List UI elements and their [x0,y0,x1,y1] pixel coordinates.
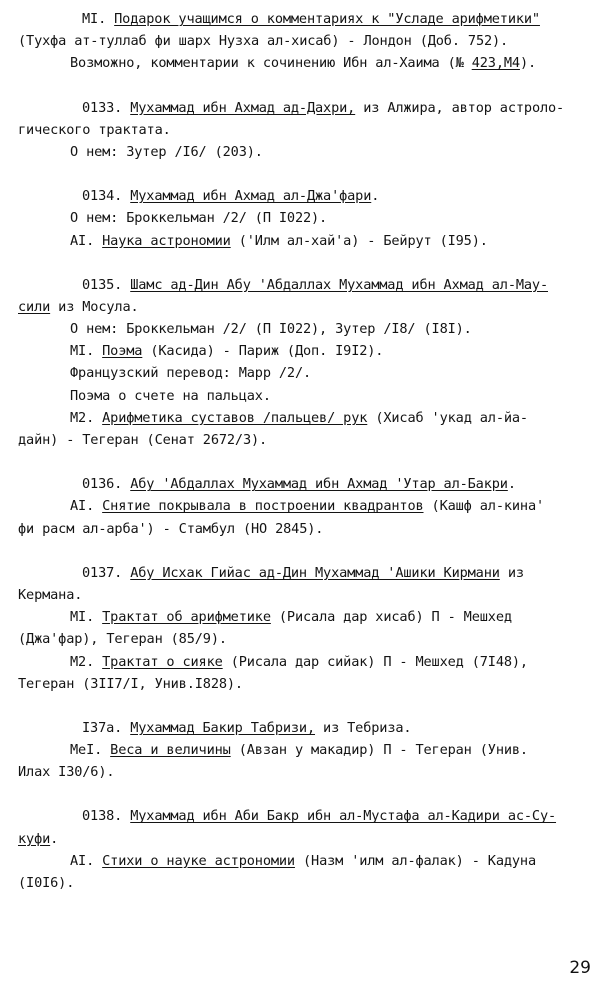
entry-heading: 0138. Мухаммад ибн Аби Бакр ибн ал-Мустафа ал-Кадири ас-Су- [82,808,557,825]
entry-heading: 0136. Абу 'Абдаллах Мухаммад ибн Ахмад 'Утар ал-Бакри. [82,476,516,493]
work-title: Трактат о сияке [102,653,223,670]
entry-m1-gift [18,8,599,75]
entry-line: фи расм ал-арба') - Стамбул (НО 2845). [18,520,324,537]
author-name-cont: куфи [18,830,51,847]
work-title: Стихи о науке астрономии [102,852,295,869]
entry-line: О нем: Зутер /I6/ (203). [70,143,263,160]
author-name: Шамс ад-Дин Абу 'Абдаллах Мухаммад ибн Ахмад ал-Мау- [130,276,548,293]
entry-line: M2. Трактат о сияке (Рисала дар сийак) П - Мешхед (7I48), [70,653,528,670]
entry-line: (Тухфа ат-туллаб фи шарх Нузха ал-хисаб) - Лондон (Доб. 752). [18,33,509,50]
entry-line: О нем: Броккельман /2/ (П I022). [70,210,328,227]
entry-line: (Джа'фар), Тегеран (85/9). [18,631,227,648]
entry-0138 [18,805,599,894]
entry-line: MI. Трактат об арифметике (Рисала дар хисаб) П - Мешхед [70,609,512,626]
entry-line: AI. Снятие покрывала в построении квадрантов (Кашф ал-кина' [70,498,545,515]
entry-0136 [18,473,599,540]
entry-line: гического трактата. [18,121,171,138]
author-name: Абу 'Абдаллах Мухаммад ибн Ахмад 'Утар ал-Бакри [130,476,508,493]
work-title: Снятие покрывала в построении квадрантов [102,498,424,515]
work-title: Арифметика суставов /пальцев/ рук [102,409,368,426]
author-name-cont: сили [18,298,51,315]
entry-line: (I0I6). [18,875,75,891]
entry-line: Кермана. [18,586,83,603]
work-title: Поэма [102,343,143,360]
entry-line: M2. Арифметика суставов /пальцев/ рук (Хисаб 'укад ал-йа- [70,409,528,426]
entry-heading: 0133. Мухаммад ибн Ахмад ад-Дахри, из Алжира, автор астроло- [82,99,565,116]
author-name: Абу Исхак Гийас ад-Дин Мухаммад 'Ашики Кирмани [130,564,500,581]
entry-heading: 0134. Мухаммад ибн Ахмад ал-Джа'фари. [82,188,380,205]
author-name: Мухаммад ибн Аби Бакр ибн ал-Мустафа ал-Кадири ас-Су- [130,808,557,825]
entry-line: Поэма о счете на пальцах. [70,387,271,404]
entry-line: Возможно, комментарии к сочинению Ибн ал-Хаима (№ 423,M4). [70,55,537,72]
entry-line: AI. Стихи о науке астрономии (Назм 'илм ал-фалак) - Кадуна [70,852,536,869]
entry-0133 [18,97,599,164]
author-name: Мухаммад ибн Ахмад ал-Джа'фари [130,188,372,205]
entry-line: MI. Поэма (Касида) - Париж (Доп. I9I2). [70,343,384,360]
entry-line: дайн) - Тегеран (Сенат 2672/3). [18,432,268,448]
author-name: Мухаммад Бакир Табризи, [130,719,316,736]
entry-line: MI. Подарок учащимся о комментариях к "Усладе арифметики" [82,11,540,27]
entry-line: MeI. Веса и величины (Авзан у макадир) П - Тегеран (Унив. [70,742,528,759]
work-title: Веса и величины [110,742,231,759]
entry-line: AI. Наука астрономии ('Илм ал-хай'а) - Бейрут (I95). [70,232,488,249]
entry-line: О нем: Броккельман /2/ (П I022), Зутер /I8/ (I8I). [70,321,472,338]
work-title: Подарок учащимся о комментариях к "Усладе арифметики" [114,11,540,27]
work-title: Наука астрономии [102,232,231,249]
entry-0134 [18,185,599,252]
entry-heading: 0135. Шамс ад-Дин Абу 'Абдаллах Мухаммад ибн Ахмад ал-Мау- [82,276,548,293]
entry-heading: I37a. Мухаммад Бакир Табризи, из Тебриза. [82,719,412,736]
entry-line: Тегеран (3II7/I, Унив.I828). [18,675,243,692]
entry-137a [18,717,599,784]
entry-line: куфи. [18,830,59,847]
work-title: Трактат об арифметике [102,609,271,626]
author-name: Мухаммад ибн Ахмад ад-Дахри, [130,99,356,116]
entry-line: Илах I30/6). [18,764,115,781]
entry-line: сили из Мосула. [18,298,139,315]
page-number: 29 [569,958,591,978]
entry-0137 [18,562,599,695]
entry-0135 [18,274,599,452]
entry-line: Французский перевод: Марр /2/. [70,365,312,382]
entry-heading: 0137. Абу Исхак Гийас ад-Дин Мухаммад 'Ашики Кирмани из [82,564,524,581]
reference-number: 423,M4 [471,55,520,72]
